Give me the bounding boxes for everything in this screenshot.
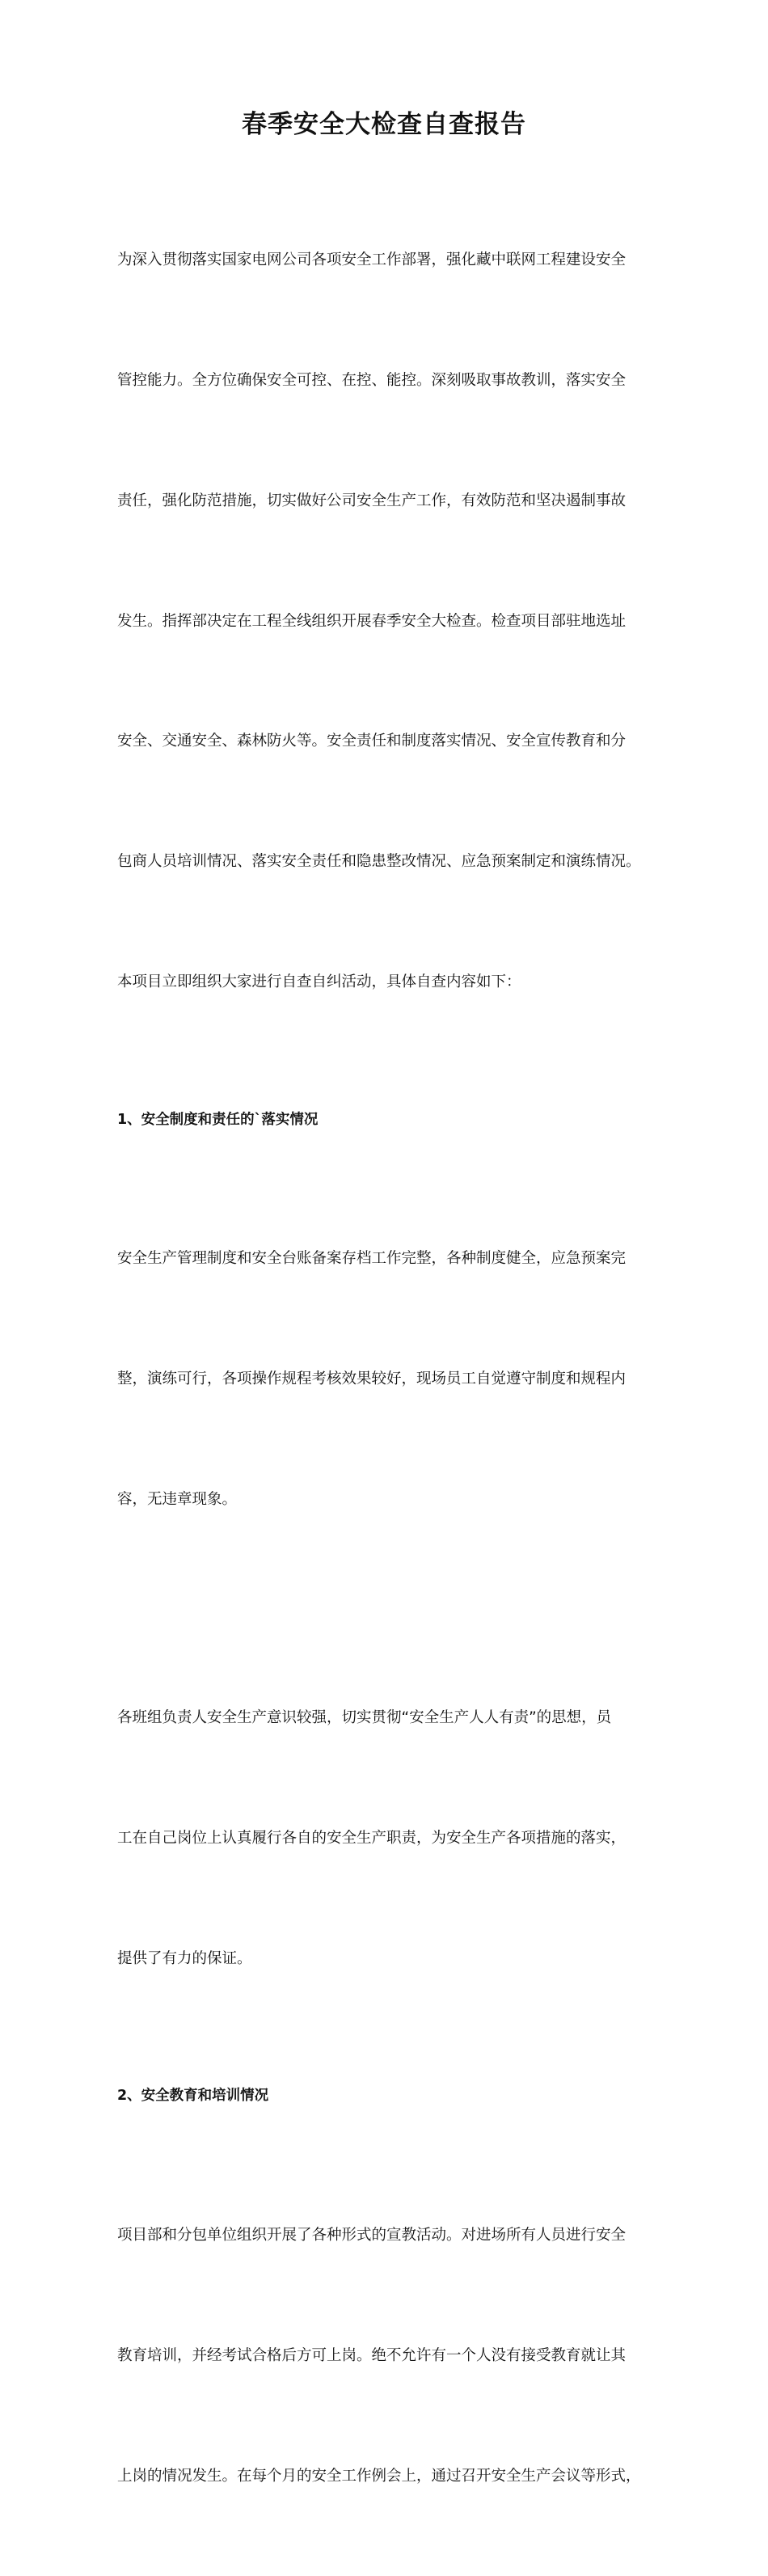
section-2-p1-line-1: 项目部和分包单位组织开展了各种形式的宣教活动。对进场所有人员进行安全 <box>117 2227 627 2244</box>
intro-line-5: 安全、交通安全、森林防火等。安全责任和制度落实情况、安全宣传教育和分 <box>117 733 627 750</box>
section-2-paragraph-1 <box>117 2135 675 2576</box>
intro-line-1: 为深入贯彻落实国家电网公司各项安全工作部署，强化藏中联网工程建设安全 <box>117 251 627 269</box>
section-1-p1-line-1: 安全生产管理制度和安全台账备案存档工作完整，各种制度健全，应急预案完 <box>117 1250 627 1268</box>
intro-line-3: 责任，强化防范措施，切实做好公司安全生产工作，有效防范和坚决遏制事故 <box>117 492 627 509</box>
spacer <box>117 1140 675 1159</box>
section-1-p2-line-2: 工在自己岗位上认真履行各自的安全生产职责，为安全生产各项措施的落实， <box>117 1829 627 1847</box>
section-2-heading: 2、安全教育和培训情况 <box>117 2088 269 2105</box>
intro-line-7: 本项目立即组织大家进行自查自纠活动，具体自查内容如下： <box>117 973 521 990</box>
spacer <box>117 1600 675 1618</box>
section-1-p2-line-3: 提供了有力的保证。 <box>117 1949 252 1967</box>
section-1-paragraph-1 <box>117 1159 675 1600</box>
document-title: 春季安全大检查自查报告 <box>242 110 526 139</box>
intro-line-4: 发生。指挥部决定在工程全线组织开展春季安全大检查。检查项目部驻地选址 <box>117 612 627 630</box>
intro-paragraph <box>117 160 675 1083</box>
spacer <box>117 2117 675 2135</box>
section-1-p1-line-3: 容，无违章现象。 <box>117 1491 238 1508</box>
section-2-p1-line-2: 教育培训，并经考试合格后方可上岗。绝不允许有一个人没有接受教育就让其 <box>117 2346 627 2364</box>
intro-line-6: 包商人员培训情况、落实安全责任和隐患整改情况、应急预案制定和演练情况。 <box>117 853 641 871</box>
section-1-p1-line-2: 整，演练可行，各项操作规程考核效果较好，现场员工自觉遵守制度和规程内 <box>117 1370 627 1388</box>
intro-line-2: 管控能力。全方位确保安全可控、在控、能控。深刻吸取事故教训，落实安全 <box>117 371 627 389</box>
section-1-p2-line-1: 各班组负责人安全生产意识较强，切实贯彻“安全生产人人有责”的思想，员 <box>117 1708 612 1726</box>
section-2-p1-line-3: 上岗的情况发生。在每个月的安全工作例会上，通过召开安全生产会议等形式， <box>117 2467 641 2485</box>
spacer <box>117 2059 675 2076</box>
section-1-heading: 1、安全制度和责任的`落实情况 <box>117 1111 319 1128</box>
section-1-paragraph-2 <box>117 1618 675 2059</box>
spacer <box>117 1083 675 1100</box>
document-body <box>117 160 675 2576</box>
